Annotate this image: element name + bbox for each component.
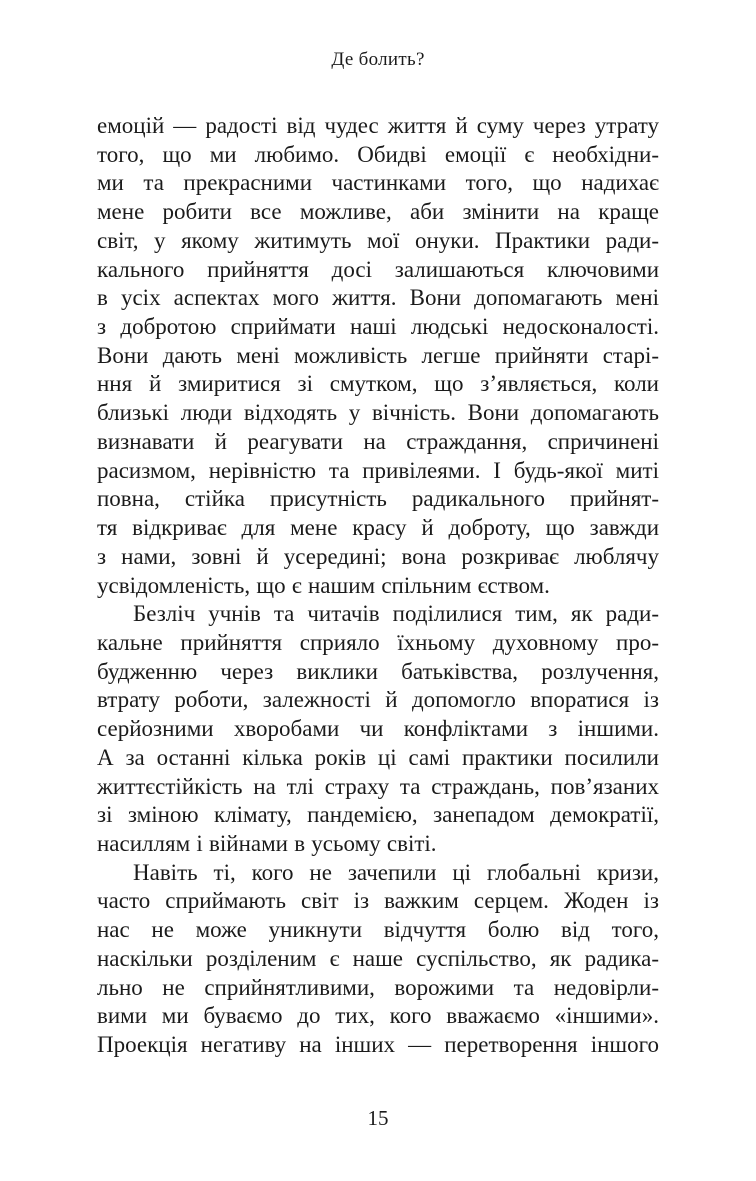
text-line: А за останні кілька років ці самі практики посилили	[97, 744, 659, 770]
text-line: вими ми буваємо до тих, кого вважаємо «іншими».	[97, 1003, 659, 1029]
text-line: расизмом, нерівністю та привілеями. І будь-якої миті	[97, 457, 659, 483]
text-line: в усіх аспектах мого життя. Вони допомагають мені	[97, 285, 659, 311]
text-line: мене робити все можливе, аби змінити на краще	[97, 199, 659, 225]
text-line: повна, стійка присутність радикального прийнят-	[97, 486, 659, 512]
text-line: життєстійкість на тлі страху та страждань, пов’язаних	[97, 773, 659, 799]
running-header: Де болить?	[331, 49, 425, 70]
text-line: з нами, зовні й усередині; вона розкриває люблячу	[97, 543, 659, 569]
text-line: Безліч учнів та читачів поділилися тим, як ради-	[133, 601, 659, 627]
text-line: Навіть ті, кого не зачепили ці глобальні кризи,	[133, 859, 659, 885]
text-line: будженню через виклики батьківства, розлучення,	[97, 658, 659, 684]
text-line: емоцій — радості від чудес життя й суму через утрату	[97, 113, 659, 138]
text-line: того, що ми любимо. Обидві емоції є необхідни-	[97, 141, 659, 167]
text-line: наскільки розділеним є наше суспільство, як радика-	[97, 945, 659, 971]
text-line: світ, у якому житимуть мої онуки. Практики ради-	[97, 227, 659, 253]
text-line: визнавати й реагувати на страждання, спричинені	[97, 428, 659, 454]
text-line: кальне прийняття сприяло їхньому духовному про-	[97, 629, 659, 655]
text-line: часто сприймають світ із важким серцем. Жоден із	[97, 888, 659, 914]
text-line: зі зміною клімату, пандемією, занепадом демократії,	[97, 802, 659, 828]
text-line: усвідомленість, що є нашим спільним єством.	[97, 572, 550, 598]
text-line: втрату роботи, залежності й допомогло впоратися із	[97, 687, 659, 713]
text-line: ми та прекрасними частинками того, що надихає	[97, 170, 659, 196]
text-line: з добротою сприймати наші людські недосконалості.	[97, 314, 659, 340]
text-line: серйозними хворобами чи конфліктами з іншими.	[97, 716, 659, 742]
text-line: Проекція негативу на інших — перетворення іншого	[97, 1032, 659, 1057]
text-line: нас не може уникнути відчуття болю від того,	[97, 917, 659, 943]
text-line: тя відкриває для мене красу й доброту, що завжди	[97, 515, 659, 541]
text-line: ння й змиритися зі смутком, що з’являється, коли	[97, 371, 659, 397]
page-number: 15	[367, 1106, 389, 1130]
text-line: льно не сприйнятливими, ворожими та недовірли-	[97, 974, 659, 1000]
text-line: кального прийняття досі залишаються ключовими	[97, 256, 659, 282]
text-line: близькі люди відходять у вічність. Вони допомагають	[97, 400, 659, 426]
text-line: Вони дають мені можливість легше прийняти старі-	[97, 342, 659, 368]
body-text	[97, 112, 659, 1060]
text-line: насиллям і війнами в усьому світі.	[97, 830, 437, 856]
